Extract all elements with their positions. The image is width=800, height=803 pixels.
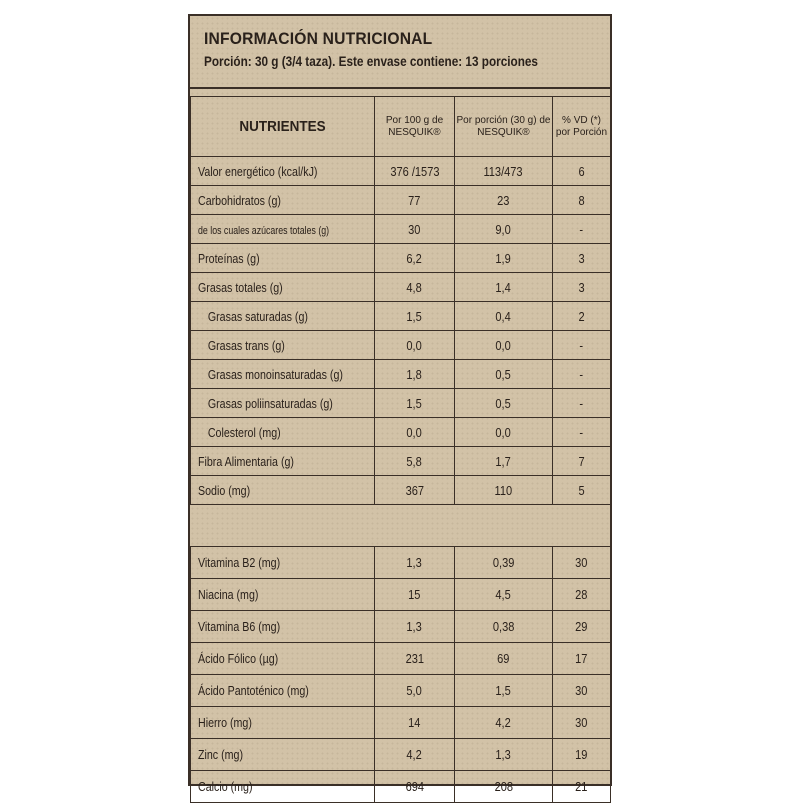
value-per-100g: 376 /1573 [375, 157, 455, 186]
value-per-100g: 5,0 [375, 675, 455, 707]
value-vd: 30 [553, 675, 611, 707]
table-row [191, 360, 611, 389]
table-row [191, 244, 611, 273]
value-per-serving: 1,7 [455, 447, 553, 476]
nutrient-name: de los cuales azúcares totales (g) [191, 215, 375, 244]
value-per-100g: 1,5 [375, 389, 455, 418]
value-per-100g: 5,8 [375, 447, 455, 476]
table-row [191, 157, 611, 186]
value-vd: - [553, 215, 611, 244]
table-row [191, 675, 611, 707]
table-header-row [191, 97, 611, 157]
value-per-serving: 0,0 [455, 418, 553, 447]
value-vd: 19 [553, 739, 611, 771]
table-row [191, 302, 611, 331]
value-per-100g: 231 [375, 643, 455, 675]
nutrient-name: Vitamina B6 (mg) [191, 611, 375, 643]
value-per-100g: 0,0 [375, 418, 455, 447]
serving-info: Porción: 30 g (3/4 taza). Este envase contiene: 13 porciones [204, 53, 538, 69]
value-vd: 21 [553, 771, 611, 803]
table-row [191, 418, 611, 447]
table-row [191, 447, 611, 476]
value-per-serving: 208 [455, 771, 553, 803]
nutrient-name: Ácido Fólico (µg) [191, 643, 375, 675]
vitamins-table [190, 546, 611, 803]
nutrient-name: Grasas monoinsaturadas (g) [191, 360, 375, 389]
value-vd: 17 [553, 643, 611, 675]
nutrient-name: Vitamina B2 (mg) [191, 547, 375, 579]
value-per-serving: 0,38 [455, 611, 553, 643]
value-per-serving: 23 [455, 186, 553, 215]
value-vd: 2 [553, 302, 611, 331]
value-vd: 8 [553, 186, 611, 215]
nutrient-name: Colesterol (mg) [191, 418, 375, 447]
value-per-100g: 6,2 [375, 244, 455, 273]
table-row [191, 611, 611, 643]
value-vd: - [553, 360, 611, 389]
table-row [191, 771, 611, 803]
value-per-100g: 694 [375, 771, 455, 803]
table-row [191, 215, 611, 244]
value-per-100g: 0,0 [375, 331, 455, 360]
value-per-serving: 0,0 [455, 331, 553, 360]
value-per-serving: 0,5 [455, 360, 553, 389]
value-per-serving: 1,5 [455, 675, 553, 707]
value-per-serving: 4,5 [455, 579, 553, 611]
value-per-serving: 110 [455, 476, 553, 505]
nutrient-name: Niacina (mg) [191, 579, 375, 611]
value-per-100g: 4,8 [375, 273, 455, 302]
value-per-serving: 69 [455, 643, 553, 675]
nutrition-facts-panel [188, 14, 612, 794]
table-row [191, 707, 611, 739]
table-row [191, 331, 611, 360]
table-row [191, 389, 611, 418]
panel-title: INFORMACIÓN NUTRICIONAL [204, 29, 433, 48]
table-row [191, 643, 611, 675]
value-per-serving: 113/473 [455, 157, 553, 186]
nutrient-name: Valor energético (kcal/kJ) [191, 157, 375, 186]
header-box [190, 16, 610, 89]
value-vd: - [553, 389, 611, 418]
value-per-100g: 1,3 [375, 611, 455, 643]
table-row [191, 739, 611, 771]
value-vd: 30 [553, 547, 611, 579]
nutrient-name: Zinc (mg) [191, 739, 375, 771]
header-nutrients: NUTRIENTES [191, 97, 375, 157]
nutrient-name: Ácido Pantoténico (mg) [191, 675, 375, 707]
nutrient-name: Fibra Alimentaria (g) [191, 447, 375, 476]
table-row [191, 476, 611, 505]
value-vd: - [553, 418, 611, 447]
nutrient-name: Grasas saturadas (g) [191, 302, 375, 331]
value-per-100g: 367 [375, 476, 455, 505]
value-vd: 29 [553, 611, 611, 643]
value-per-100g: 14 [375, 707, 455, 739]
nutrient-name: Carbohidratos (g) [191, 186, 375, 215]
value-per-serving: 4,2 [455, 707, 553, 739]
table-row [191, 186, 611, 215]
value-vd: 7 [553, 447, 611, 476]
header-per-serving: Por porción (30 g) de NESQUIK® [455, 97, 553, 157]
value-per-100g: 1,3 [375, 547, 455, 579]
nutrient-name: Grasas poliinsaturadas (g) [191, 389, 375, 418]
table-row [191, 547, 611, 579]
value-vd: 5 [553, 476, 611, 505]
value-vd: 28 [553, 579, 611, 611]
value-per-serving: 1,9 [455, 244, 553, 273]
table-row [191, 273, 611, 302]
value-vd: 6 [553, 157, 611, 186]
value-per-serving: 0,5 [455, 389, 553, 418]
header-vd: % VD (*) por Porción [553, 97, 611, 157]
nutrient-name: Proteínas (g) [191, 244, 375, 273]
value-per-serving: 9,0 [455, 215, 553, 244]
value-per-100g: 15 [375, 579, 455, 611]
header-per100: Por 100 g de NESQUIK® [375, 97, 455, 157]
value-per-serving: 0,39 [455, 547, 553, 579]
nutrient-name: Hierro (mg) [191, 707, 375, 739]
nutrients-table [190, 96, 611, 505]
nutrient-name: Grasas trans (g) [191, 331, 375, 360]
value-vd: - [553, 331, 611, 360]
table-row [191, 579, 611, 611]
nutrient-name: Grasas totales (g) [191, 273, 375, 302]
value-per-100g: 1,5 [375, 302, 455, 331]
value-per-100g: 1,8 [375, 360, 455, 389]
value-per-serving: 0,4 [455, 302, 553, 331]
value-vd: 30 [553, 707, 611, 739]
value-per-100g: 30 [375, 215, 455, 244]
value-per-100g: 77 [375, 186, 455, 215]
value-vd: 3 [553, 273, 611, 302]
value-per-serving: 1,4 [455, 273, 553, 302]
nutrient-name: Sodio (mg) [191, 476, 375, 505]
value-per-serving: 1,3 [455, 739, 553, 771]
nutrient-name: Calcio (mg) [191, 771, 375, 803]
value-vd: 3 [553, 244, 611, 273]
value-per-100g: 4,2 [375, 739, 455, 771]
